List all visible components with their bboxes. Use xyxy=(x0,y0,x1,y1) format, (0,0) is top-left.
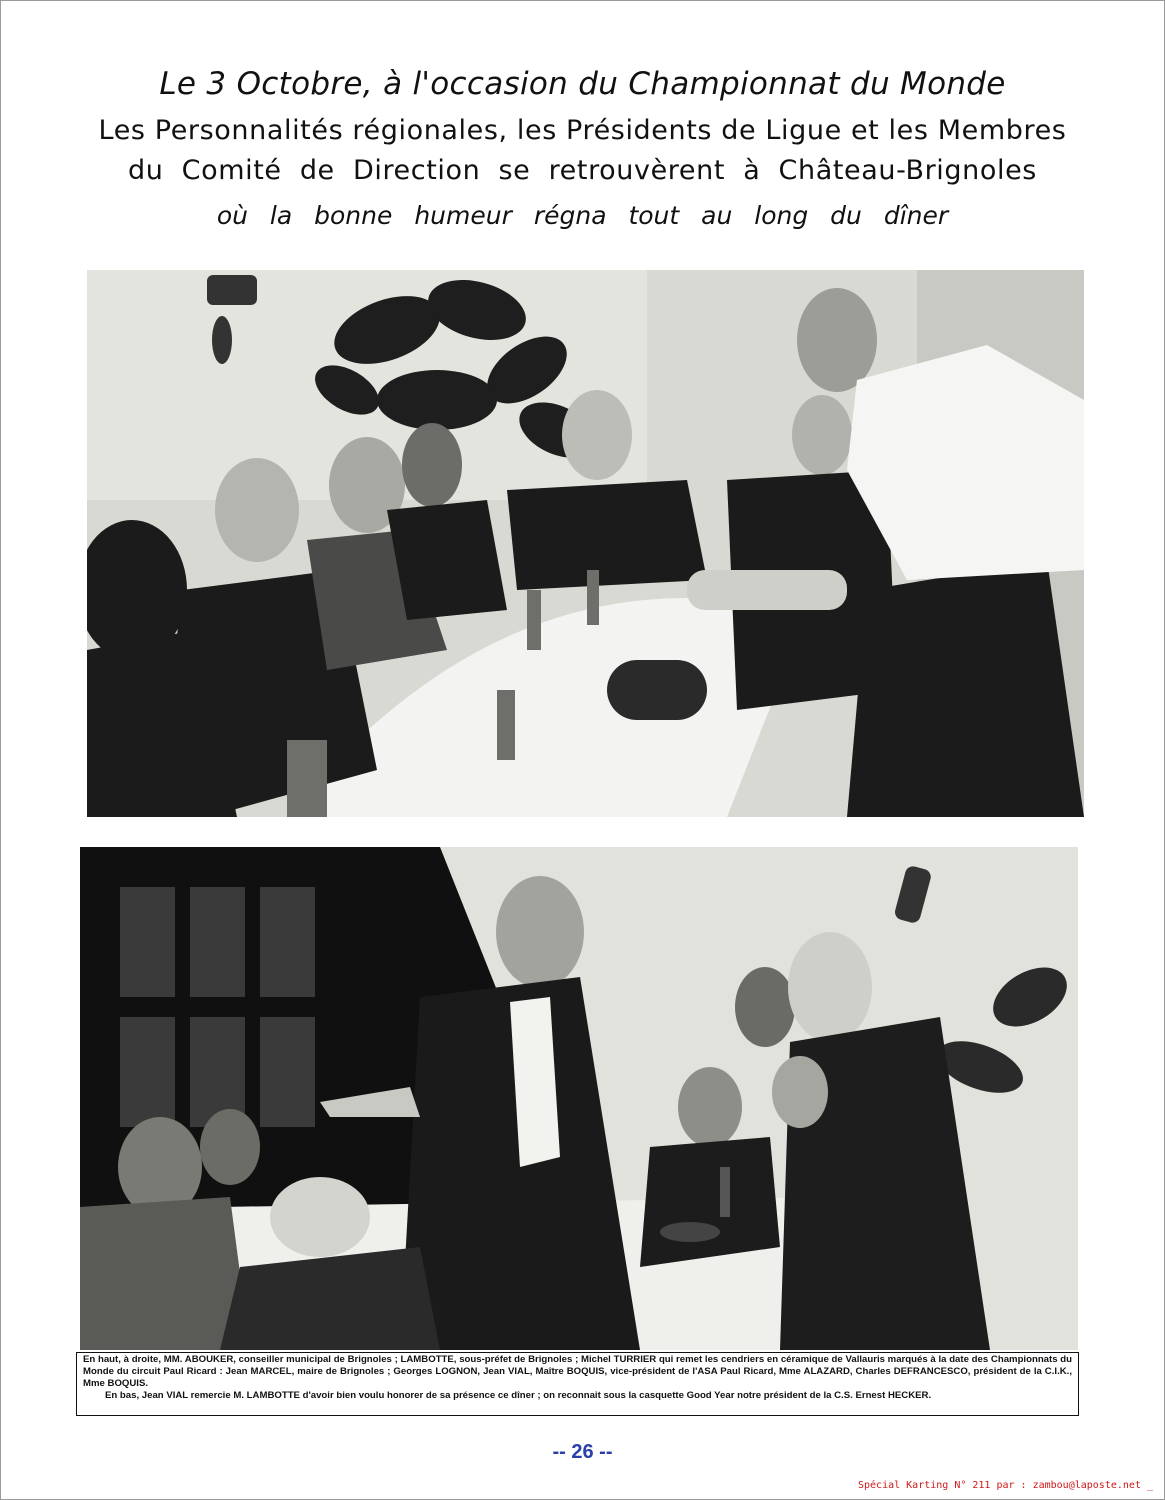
photo-caption xyxy=(76,1352,1079,1416)
page-number: -- 26 -- xyxy=(552,1441,613,1463)
caption-bottom-photo: En bas, Jean VIAL remercie M. LAMBOTTE d'avoir bien voulu honorer de sa présence ce dîner ; on reconnait sous la casquette Good Year notre président de la C.S. Ernest HECKER. xyxy=(105,1390,932,1401)
photo-dinner-table xyxy=(87,270,1084,817)
headline-main-2: du Comité de Direction se retrouvèrent à Château-Brignoles xyxy=(128,155,1037,186)
headline-main-1: Les Personnalités régionales, les Présidents de Ligue et les Membres xyxy=(98,115,1067,146)
headline-subtitle: où la bonne humeur régna tout au long du dîner xyxy=(216,201,949,230)
headline-date: Le 3 Octobre, à l'occasion du Championnat du Monde xyxy=(159,66,1006,102)
caption-top-photo: En haut, à droite, MM. ABOUKER, conseiller municipal de Brignoles ; LAMBOTTE, sous-préfet de Brignoles ; Michel TURRIER qui remet les cendriers en céramique de Vallauris marqués à la date des Championnats du Monde du circuit Paul Ricard : Jean MARCEL, maire de Brignoles ; Georges LOGNON, Jean VIAL, Maître BOQUIS, vice-président de l'ASA Paul Ricard, Mme ALAZARD, Charles DEFRANCESCO, président de la C.I.K., Mme BOQUIS. xyxy=(83,1354,1072,1389)
photo-speech-scene xyxy=(80,847,1078,1350)
footer-credit: Spécial Karting N° 211 par : zambou@laposte.net _ xyxy=(857,1480,1153,1491)
